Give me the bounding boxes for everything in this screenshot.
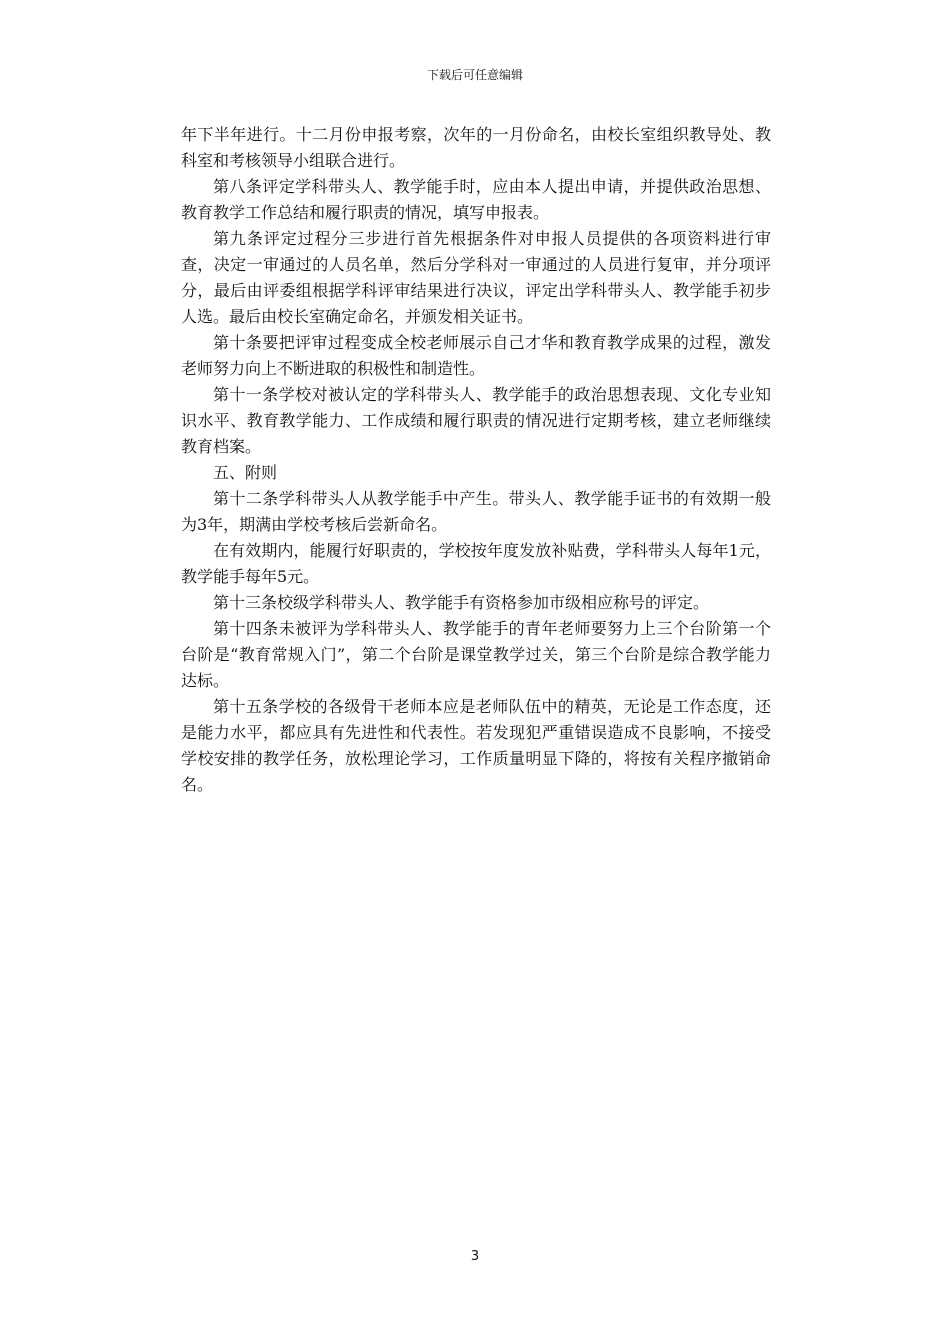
paragraph-article-14: 第十四条未被评为学科带头人、教学能手的青年老师要努力上三个台阶第一个台阶是“教育常规入门”，第二个台阶是课堂教学过关，第三个台阶是综合教学能力达标。 [181, 619, 771, 690]
paragraph-article-9: 第九条评定过程分三步进行首先根据条件对申报人员提供的各项资料进行审查，决定一审通过的人员名单，然后分学科对一审通过的人员进行复审，并分项评分，最后由评委组根据学科评审结果进行决议，评定出学科带头人、教学能手初步人选。最后由校长室确定命名，并颁发相关证书。 [181, 229, 771, 326]
page-header: 下载后可任意编辑 [426, 68, 523, 82]
paragraph-article-13: 第十三条校级学科带头人、教学能手有资格参加市级相应称号的评定。 [213, 593, 710, 612]
paragraph-article-8: 第八条评定学科带头人、教学能手时，应由本人提出申请，并提供政治思想、教育教学工作总结和履行职责的情况，填写申报表。 [181, 177, 771, 222]
paragraph-continuation: 年下半年进行。十二月份申报考察，次年的一月份命名，由校长室组织教导处、教科室和考核领导小组联合进行。 [181, 125, 771, 170]
paragraph-article-11: 第十一条学校对被认定的学科带头人、教学能手的政治思想表现、文化专业知识水平、教育教学能力、工作成绩和履行职责的情况进行定期考核，建立老师继续教育档案。 [181, 385, 771, 456]
paragraph-article-15: 第十五条学校的各级骨干老师本应是老师队伍中的精英，无论是工作态度，还是能力水平，都应具有先进性和代表性。若发现犯严重错误造成不良影响，不接受学校安排的教学任务，放松理论学习，工作质量明显下降的，将按有关程序撤销命名。 [181, 697, 771, 794]
page-number: 3 [470, 1249, 480, 1264]
section-heading-appendix: 五、附则 [213, 463, 278, 482]
paragraph-article-12: 第十二条学科带头人从教学能手中产生。带头人、教学能手证书的有效期一般为3年，期满由学校考核后尝新命名。 [181, 489, 771, 534]
paragraph-article-10: 第十条要把评审过程变成全校老师展示自己才华和教育教学成果的过程，激发老师努力向上不断进取的积极性和制造性。 [181, 333, 771, 378]
document-body [181, 122, 771, 798]
paragraph-allowance: 在有效期内，能履行好职责的，学校按年度发放补贴费，学科带头人每年1元，教学能手每年5元。 [181, 541, 771, 586]
